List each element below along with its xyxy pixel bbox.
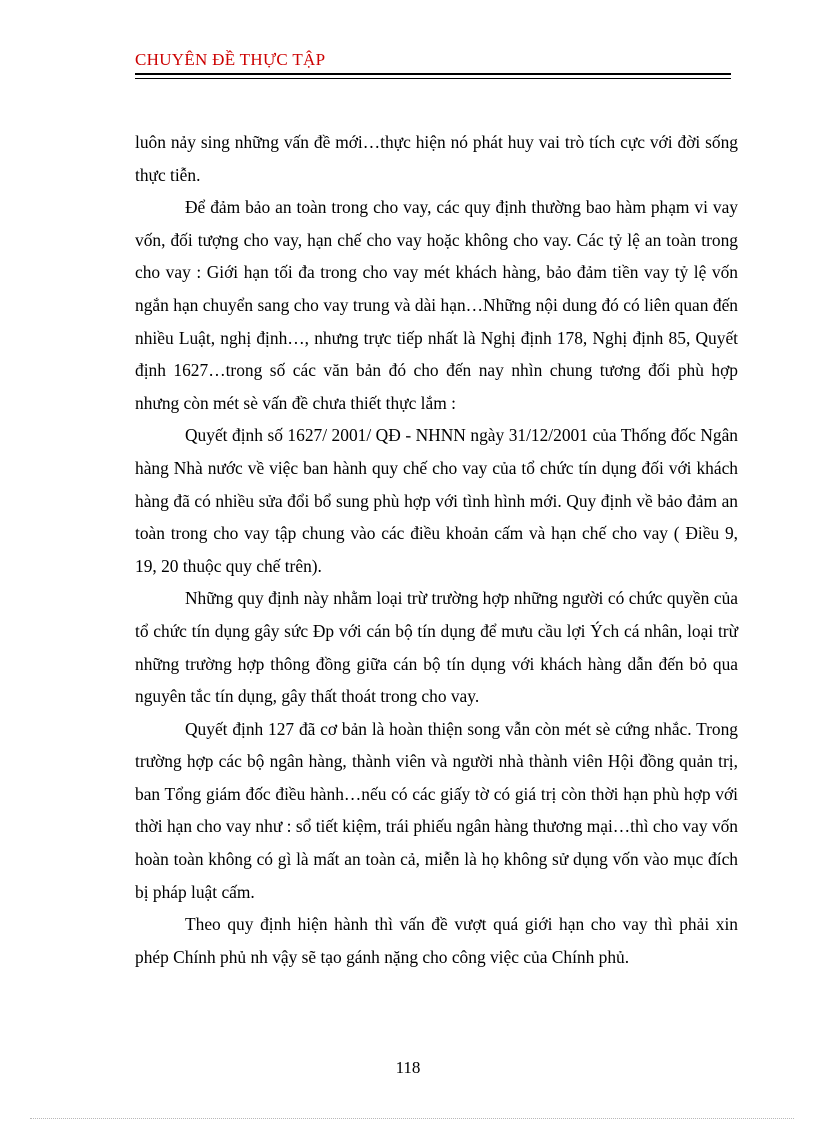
footer-dotted-line — [30, 1118, 794, 1119]
header-rule-thick — [135, 73, 731, 75]
document-header-title: CHUYÊN ĐỀ THỰC TẬP — [135, 50, 326, 69]
document-body — [135, 126, 738, 973]
paragraph-current-regulation: Theo quy định hiện hành thì vấn đề vượt quá giới hạn cho vay thì phải xin phép Chính phủ nh vậy sẽ tạo gánh nặng cho công việc của Chính phủ. — [135, 914, 738, 967]
paragraph-continuation: luôn nảy sing những vấn đề mới…thực hiện nó phát huy vai trò tích cực với đời sống thực tiễn. — [135, 132, 738, 185]
header-rule-thin — [135, 78, 731, 79]
paragraph-restrictions: Những quy định này nhằm loại trừ trường hợp những người có chức quyền của tổ chức tín dụng gây sức Đp với cán bộ tín dụng để mưu cầu lợi Ých cá nhân, loại trừ những trường hợp thông đồng giữa cán bộ tín dụng với khách hàng dẫn đến bỏ qua nguyên tắc tín dụng, gây thất thoát trong cho vay. — [135, 588, 738, 707]
paragraph-safety-rules: Để đảm bảo an toàn trong cho vay, các quy định thường bao hàm phạm vi vay vốn, đối tượng cho vay, hạn chế cho vay hoặc không cho vay. Các tỷ lệ an toàn trong cho vay : Giới hạn tối đa trong cho vay mét khách hàng, bảo đảm tiền vay tỷ lệ vốn ngắn hạn chuyển sang cho vay trung và dài hạn…Những nội dung đó có liên quan đến nhiều Luật, nghị định…, nhưng trực tiếp nhất là Nghị định 178, Nghị định 85, Quyết định 1627…trong số các văn bản đó cho đến nay nhìn chung tương đối phù hợp nhưng còn mét sè vấn đề chưa thiết thực lắm : — [135, 197, 738, 413]
paragraph-decision-1627: Quyết định số 1627/ 2001/ QĐ - NHNN ngày 31/12/2001 của Thống đốc Ngân hàng Nhà nước về việc ban hành quy chế cho vay của tổ chức tín dụng đối với khách hàng đã có nhiều sửa đổi bổ sung phù hợp với tình hình mới. Quy định về bảo đảm an toàn trong cho vay tập chung vào các điều khoản cấm và hạn chế cho vay ( Điều 9, 19, 20 thuộc quy chế trên). — [135, 425, 738, 576]
paragraph-decision-127: Quyết định 127 đã cơ bản là hoàn thiện song vẫn còn mét sè cứng nhắc. Trong trường hợp các bộ ngân hàng, thành viên và người nhà thành viên Hội đồng quản trị, ban Tổng giám đốc điều hành…nếu có các giấy tờ có giá trị còn thời hạn phù hợp với thời hạn cho vay như : sổ tiết kiệm, trái phiếu ngân hàng thương mại…thì cho vay vốn hoàn toàn không có gì là mất an toàn cả, miễn là họ không sử dụng vốn vào mục đích bị pháp luật cấm. — [135, 718, 738, 902]
page-number: 118 — [395, 1058, 421, 1077]
